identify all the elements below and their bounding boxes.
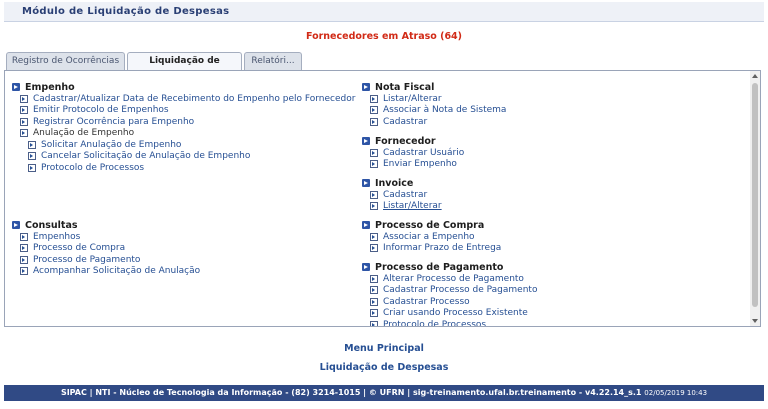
item-arrow-icon — [20, 244, 28, 252]
link-registrar-ocorrencia[interactable] — [12, 116, 355, 128]
item-arrow-icon — [20, 129, 28, 137]
link-cadastrar-processo[interactable] — [362, 296, 537, 308]
link-label: Cadastrar/Atualizar Data de Recebimento do Empenho pelo Fornecedor — [33, 93, 356, 104]
link-label: Cadastrar — [383, 116, 428, 127]
link-cadastrar-processo-pagamento[interactable] — [362, 285, 537, 297]
item-arrow-icon — [20, 233, 28, 241]
link-solicitar-anulacao[interactable] — [12, 139, 355, 151]
link-cancelar-solicitacao[interactable] — [12, 151, 355, 163]
item-arrow-icon — [370, 202, 378, 210]
link-consulta-empenhos[interactable] — [12, 231, 200, 243]
link-label: Processo de Pagamento — [33, 254, 141, 265]
footer-text: SIPAC | NTI - Núcleo de Tecnologia da Informação - (82) 3214-1015 | © UFRN | sig-treinamento.ufal.br.treinamento - v4.22.14_s.1 — [60, 388, 642, 397]
empenho-heading — [12, 81, 355, 93]
link-label: Criar usando Processo Existente — [383, 308, 528, 319]
section-nota-fiscal — [362, 81, 506, 128]
item-arrow-icon — [370, 106, 378, 114]
consultas-heading-label: Consultas — [25, 219, 78, 231]
item-arrow-icon — [370, 309, 378, 317]
link-enviar-empenho[interactable] — [362, 159, 464, 171]
section-arrow-icon — [362, 263, 370, 271]
item-arrow-icon — [370, 95, 378, 103]
processo-compra-heading-label: Processo de Compra — [375, 219, 485, 231]
item-arrow-icon — [370, 321, 378, 327]
page-title: Módulo de Liquidação de Despesas — [22, 6, 230, 17]
link-associar-empenho[interactable] — [362, 231, 501, 243]
link-nf-associar[interactable] — [362, 105, 506, 117]
section-arrow-icon — [362, 83, 370, 91]
item-arrow-icon — [20, 118, 28, 126]
scroll-thumb[interactable] — [752, 83, 758, 307]
item-arrow-icon — [20, 256, 28, 264]
menu-panel — [4, 70, 761, 327]
nota-fiscal-heading — [362, 81, 506, 93]
link-label: Alterar Processo de Pagamento — [383, 273, 524, 284]
scroll-down-icon[interactable] — [752, 319, 758, 323]
item-arrow-icon — [28, 152, 36, 160]
link-label: Protocolo de Processos — [383, 319, 487, 327]
link-label: Emitir Protocolo de Empenhos — [33, 105, 169, 116]
item-arrow-icon — [20, 267, 28, 275]
empenho-heading-label: Empenho — [25, 81, 75, 93]
item-arrow-icon — [370, 160, 378, 168]
link-emitir-protocolo[interactable] — [12, 105, 355, 117]
link-label: Listar/Alterar — [383, 201, 442, 212]
item-arrow-icon — [28, 141, 36, 149]
link-label: Associar a Empenho — [383, 231, 475, 242]
section-processo-compra — [362, 219, 501, 254]
module-title-bar — [4, 2, 764, 22]
link-cadastrar-usuario[interactable] — [362, 147, 464, 159]
link-label: Cadastrar — [383, 189, 428, 200]
invoice-heading-label: Invoice — [375, 177, 414, 189]
section-arrow-icon — [12, 221, 20, 229]
item-arrow-icon — [370, 275, 378, 283]
link-label: Enviar Empenho — [383, 159, 457, 170]
section-arrow-icon — [362, 221, 370, 229]
group-label: Anulação de Empenho — [33, 128, 135, 139]
panel-scrollbar[interactable] — [750, 71, 760, 326]
link-label: Cadastrar Usuário — [383, 147, 465, 158]
footer-bar — [4, 385, 764, 401]
section-arrow-icon — [362, 179, 370, 187]
link-label: Associar à Nota de Sistema — [383, 105, 507, 116]
consultas-heading — [12, 219, 200, 231]
item-arrow-icon — [370, 191, 378, 199]
scroll-up-icon[interactable] — [752, 74, 758, 78]
section-arrow-icon — [12, 83, 20, 91]
link-protocolo-processos-empenho[interactable] — [12, 162, 355, 174]
section-processo-pagamento — [362, 261, 537, 327]
nota-fiscal-heading-label: Nota Fiscal — [375, 81, 435, 93]
link-label: Cadastrar Processo de Pagamento — [383, 285, 538, 296]
link-protocolo-processos-pagamento[interactable] — [362, 319, 537, 327]
section-fornecedor — [362, 135, 464, 170]
link-nf-cadastrar[interactable] — [362, 116, 506, 128]
tab-registro-ocorrencias[interactable]: Registro de Ocorrências — [6, 52, 125, 70]
item-arrow-icon — [370, 244, 378, 252]
link-consulta-processo-pagamento[interactable] — [12, 254, 200, 266]
fornecedor-heading — [362, 135, 464, 147]
link-consulta-processo-compra[interactable] — [12, 243, 200, 255]
link-label: Solicitar Anulação de Empenho — [41, 139, 182, 150]
processo-pagamento-heading — [362, 261, 537, 273]
item-arrow-icon — [370, 298, 378, 306]
item-arrow-icon — [370, 233, 378, 241]
link-label: Cadastrar Processo — [383, 296, 470, 307]
link-invoice-listar-alterar[interactable] — [362, 201, 442, 213]
link-label: Empenhos — [33, 231, 81, 242]
link-invoice-cadastrar[interactable] — [362, 189, 442, 201]
link-nf-listar-alterar[interactable] — [362, 93, 506, 105]
link-alterar-processo-pagamento[interactable] — [362, 273, 537, 285]
liquidacao-despesas-link[interactable]: Liquidação de Despesas — [319, 362, 449, 373]
link-label: Processo de Compra — [33, 243, 126, 254]
link-label: Acompanhar Solicitação de Anulação — [33, 266, 201, 277]
anulacao-group-label — [12, 128, 355, 140]
section-consultas — [12, 219, 200, 277]
invoice-heading — [362, 177, 442, 189]
tab-liquidacao-despesas[interactable]: Liquidação de — [127, 52, 242, 71]
processo-compra-heading — [362, 219, 501, 231]
section-invoice — [362, 177, 442, 212]
link-informar-prazo[interactable] — [362, 243, 501, 255]
item-arrow-icon — [370, 286, 378, 294]
item-arrow-icon — [370, 118, 378, 126]
link-label: Cancelar Solicitação de Anulação de Empenho — [41, 151, 251, 162]
processo-pagamento-heading-label: Processo de Pagamento — [375, 261, 504, 273]
section-empenho — [12, 81, 355, 174]
link-label: Registrar Ocorrência para Empenho — [33, 116, 195, 127]
link-cadastrar-data-recebimento[interactable] — [12, 93, 355, 105]
menu-principal-link[interactable]: Menu Principal — [344, 343, 424, 354]
item-arrow-icon — [20, 106, 28, 114]
fornecedor-heading-label: Fornecedor — [375, 135, 436, 147]
item-arrow-icon — [20, 95, 28, 103]
section-arrow-icon — [362, 137, 370, 145]
item-arrow-icon — [28, 164, 36, 172]
link-criar-processo-existente[interactable] — [362, 308, 537, 320]
item-arrow-icon — [370, 149, 378, 157]
link-label: Informar Prazo de Entrega — [383, 243, 502, 254]
link-acompanhar-solicitacao[interactable] — [12, 266, 200, 278]
footer-timestamp: 02/05/2019 10:43 — [644, 389, 708, 397]
link-label: Listar/Alterar — [383, 93, 442, 104]
tab-relatorios[interactable]: Relatóri... — [244, 52, 302, 70]
link-label: Protocolo de Processos — [41, 162, 145, 173]
overdue-suppliers-link[interactable]: Fornecedores em Atraso (64) — [305, 31, 463, 42]
